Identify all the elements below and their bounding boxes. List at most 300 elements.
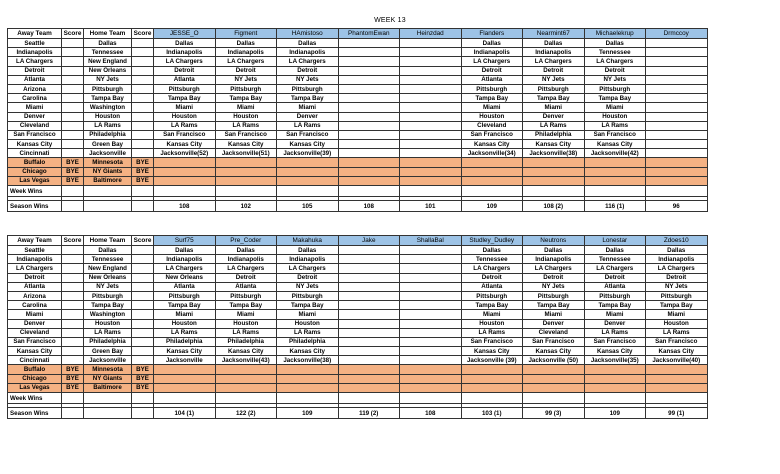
- pick-cell: LA Chargers: [523, 57, 585, 66]
- pick-cell: Tampa Bay: [277, 94, 339, 103]
- blank-cell: [132, 393, 154, 404]
- pick-cell: [338, 39, 400, 48]
- bye-blank: [215, 176, 277, 185]
- pick-cell: NY Jets: [277, 282, 339, 291]
- home-score: [132, 75, 154, 84]
- pick-cell: [338, 149, 400, 158]
- pick-cell: [338, 57, 400, 66]
- home-score: [132, 130, 154, 139]
- pick-cell: LA Chargers: [584, 264, 646, 273]
- bye-blank: [277, 365, 339, 374]
- pick-cell: LA Chargers: [154, 57, 216, 66]
- pick-cell: [400, 140, 462, 149]
- pick-cell: Detroit: [584, 273, 646, 282]
- pick-cell: Kansas City: [584, 347, 646, 356]
- pick-cell: Tampa Bay: [215, 301, 277, 310]
- pick-cell: [400, 356, 462, 365]
- pick-cell: Dallas: [523, 39, 585, 48]
- pick-cell: [338, 94, 400, 103]
- pick-cell: Kansas City: [154, 347, 216, 356]
- bye-blank: [215, 365, 277, 374]
- game-row: [8, 356, 708, 365]
- game-row: [8, 149, 708, 158]
- away-score: [62, 121, 84, 130]
- week-wins-cell: [277, 393, 339, 404]
- away-team: Carolina: [8, 301, 62, 310]
- bye-blank: [584, 158, 646, 167]
- pick-cell: Indianapolis: [646, 255, 708, 264]
- home-score: [132, 301, 154, 310]
- season-wins-value: 116 (1): [584, 201, 646, 212]
- bye-home-score: BYE: [132, 383, 154, 392]
- week-wins-cell: [154, 186, 216, 197]
- away-score: [62, 130, 84, 139]
- pick-cell: [338, 246, 400, 255]
- game-row: [8, 112, 708, 121]
- bye-blank: [400, 167, 462, 176]
- home-score: [132, 255, 154, 264]
- pick-cell: Philadelphia: [154, 337, 216, 346]
- pick-cell: [646, 121, 708, 130]
- home-score: [132, 140, 154, 149]
- pick-cell: Atlanta: [215, 282, 277, 291]
- away-team: Indianapolis: [8, 255, 62, 264]
- pick-cell: [400, 347, 462, 356]
- pick-cell: [400, 301, 462, 310]
- bye-blank: [523, 374, 585, 383]
- blank-cell: [62, 186, 84, 197]
- pick-cell: Detroit: [523, 273, 585, 282]
- bye-home-team: NY Giants: [84, 167, 132, 176]
- home-team: LA Rams: [84, 121, 132, 130]
- pick-cell: Philadelphia: [277, 337, 339, 346]
- pick-cell: Pittsburgh: [584, 291, 646, 300]
- game-row: [8, 75, 708, 84]
- pick-cell: LA Rams: [215, 121, 277, 130]
- player-name: Neutrons: [523, 236, 585, 246]
- blank-cell: [132, 186, 154, 197]
- pick-cell: San Francisco: [461, 337, 523, 346]
- pick-cell: Kansas City: [523, 347, 585, 356]
- pick-cell: Jacksonville(40): [646, 356, 708, 365]
- pick-cell: LA Rams: [584, 121, 646, 130]
- home-team: Tampa Bay: [84, 301, 132, 310]
- away-team: Miami: [8, 310, 62, 319]
- home-team: LA Rams: [84, 328, 132, 337]
- pick-cell: Atlanta: [461, 75, 523, 84]
- away-score: [62, 310, 84, 319]
- bye-away-score: BYE: [62, 374, 84, 383]
- pick-cell: [338, 264, 400, 273]
- pick-cell: LA Chargers: [523, 264, 585, 273]
- away-score: [62, 48, 84, 57]
- away-team: Indianapolis: [8, 48, 62, 57]
- pick-cell: Indianapolis: [215, 48, 277, 57]
- pick-cell: LA Rams: [215, 328, 277, 337]
- bye-blank: [154, 383, 216, 392]
- bye-row: [8, 383, 708, 392]
- game-row: [8, 310, 708, 319]
- bye-blank: [338, 365, 400, 374]
- season-wins-value: 99 (1): [646, 408, 708, 419]
- home-team: NY Jets: [84, 75, 132, 84]
- pick-cell: Houston: [215, 319, 277, 328]
- season-wins-value: 109: [277, 408, 339, 419]
- home-team: Tampa Bay: [84, 94, 132, 103]
- season-wins-value: 96: [646, 201, 708, 212]
- pick-cell: Houston: [646, 319, 708, 328]
- away-score: [62, 291, 84, 300]
- pick-cell: [400, 66, 462, 75]
- pick-cell: Jacksonville: [154, 356, 216, 365]
- pick-cell: Jacksonville(51): [215, 149, 277, 158]
- game-row: [8, 246, 708, 255]
- pick-cell: Kansas City: [277, 347, 339, 356]
- pick-cell: NY Jets: [584, 75, 646, 84]
- away-team: Cincinnati: [8, 356, 62, 365]
- game-row: [8, 39, 708, 48]
- pick-cell: [338, 75, 400, 84]
- player-name: Makahuka: [277, 236, 339, 246]
- pick-cell: San Francisco: [646, 337, 708, 346]
- bye-blank: [215, 374, 277, 383]
- pick-cell: Tampa Bay: [523, 94, 585, 103]
- bye-blank: [277, 158, 339, 167]
- bye-blank: [523, 176, 585, 185]
- home-score: [132, 103, 154, 112]
- home-team: Houston: [84, 112, 132, 121]
- home-team: New England: [84, 264, 132, 273]
- pick-cell: Miami: [523, 310, 585, 319]
- pick-cell: [338, 319, 400, 328]
- pick-cell: LA Rams: [154, 121, 216, 130]
- pick-cell: Tampa Bay: [461, 301, 523, 310]
- away-team: Detroit: [8, 273, 62, 282]
- week-wins-cell: [338, 186, 400, 197]
- home-team: Green Bay: [84, 140, 132, 149]
- pick-cell: [646, 94, 708, 103]
- pick-cell: [338, 337, 400, 346]
- pick-cell: [400, 130, 462, 139]
- pick-cell: [646, 103, 708, 112]
- pick-cell: Denver: [277, 112, 339, 121]
- pick-cell: Kansas City: [215, 347, 277, 356]
- pick-cell: Jacksonville (50): [523, 356, 585, 365]
- pick-cell: Cleveland: [461, 121, 523, 130]
- away-team: Carolina: [8, 94, 62, 103]
- pick-cell: Miami: [215, 310, 277, 319]
- pick-cell: San Francisco: [461, 130, 523, 139]
- pick-cell: [338, 328, 400, 337]
- home-score: [132, 112, 154, 121]
- away-team: Arizona: [8, 291, 62, 300]
- pick-cell: Tennessee: [584, 48, 646, 57]
- pick-cell: LA Rams: [277, 121, 339, 130]
- home-team: Jacksonville: [84, 149, 132, 158]
- pick-cell: [646, 66, 708, 75]
- bye-blank: [646, 374, 708, 383]
- away-score: [62, 319, 84, 328]
- week-wins-cell: [646, 393, 708, 404]
- pick-cell: Pittsburgh: [277, 84, 339, 93]
- pick-cell: Houston: [461, 319, 523, 328]
- blank-cell: [132, 201, 154, 212]
- home-team: New Orleans: [84, 273, 132, 282]
- pick-cell: Miami: [461, 103, 523, 112]
- pick-cell: [400, 328, 462, 337]
- season-wins-value: 108 (2): [523, 201, 585, 212]
- player-name: PhantomEwan: [338, 29, 400, 39]
- season-wins-value: 108: [338, 201, 400, 212]
- pick-cell: Atlanta: [461, 282, 523, 291]
- bye-away-team: Buffalo: [8, 158, 62, 167]
- pick-cell: Denver: [523, 319, 585, 328]
- bye-blank: [461, 158, 523, 167]
- away-team: Cleveland: [8, 121, 62, 130]
- pick-cell: Kansas City: [277, 140, 339, 149]
- pick-cell: Miami: [154, 103, 216, 112]
- pick-cell: [338, 310, 400, 319]
- bye-blank: [277, 383, 339, 392]
- home-team: Philadelphia: [84, 337, 132, 346]
- game-row: [8, 291, 708, 300]
- score-header: Score: [62, 29, 84, 39]
- pick-cell: Detroit: [154, 66, 216, 75]
- pick-cell: LA Chargers: [154, 264, 216, 273]
- game-row: [8, 273, 708, 282]
- away-team: Arizona: [8, 84, 62, 93]
- pick-cell: Miami: [646, 310, 708, 319]
- pick-cell: NY Jets: [646, 282, 708, 291]
- bye-row: [8, 167, 708, 176]
- pick-cell: [338, 291, 400, 300]
- pick-cell: [338, 347, 400, 356]
- pick-cell: Detroit: [277, 273, 339, 282]
- home-score: [132, 347, 154, 356]
- pick-cell: LA Chargers: [646, 264, 708, 273]
- bye-home-score: BYE: [132, 365, 154, 374]
- player-name: Zdoes10: [646, 236, 708, 246]
- bye-blank: [523, 365, 585, 374]
- pick-cell: Kansas City: [584, 140, 646, 149]
- bye-home-team: NY Giants: [84, 374, 132, 383]
- home-team: Tennessee: [84, 255, 132, 264]
- pick-cell: LA Chargers: [215, 264, 277, 273]
- pick-cell: [646, 140, 708, 149]
- away-team: Cleveland: [8, 328, 62, 337]
- player-name: Flanders: [461, 29, 523, 39]
- pick-cell: Tampa Bay: [523, 301, 585, 310]
- bye-home-score: BYE: [132, 176, 154, 185]
- bye-away-team: Las Vegas: [8, 383, 62, 392]
- pick-cell: [400, 57, 462, 66]
- blank-cell: [84, 201, 132, 212]
- home-team: Philadelphia: [84, 130, 132, 139]
- pick-cell: Dallas: [584, 39, 646, 48]
- pick-cell: Jacksonville(39): [277, 149, 339, 158]
- away-team: Cincinnati: [8, 149, 62, 158]
- player-name: Figment: [215, 29, 277, 39]
- pick-cell: Miami: [215, 103, 277, 112]
- away-score: [62, 84, 84, 93]
- pick-cell: [400, 337, 462, 346]
- home-score: [132, 337, 154, 346]
- bye-blank: [584, 374, 646, 383]
- pick-cell: [400, 121, 462, 130]
- bye-home-team: Minnesota: [84, 158, 132, 167]
- pick-cell: [400, 291, 462, 300]
- pick-cell: Detroit: [646, 273, 708, 282]
- season-wins-label: Season Wins: [8, 201, 62, 212]
- pick-cell: [338, 301, 400, 310]
- away-team: Miami: [8, 103, 62, 112]
- away-score: [62, 282, 84, 291]
- bye-blank: [154, 167, 216, 176]
- pick-cell: Jacksonville (39): [461, 356, 523, 365]
- pick-cell: [338, 273, 400, 282]
- pick-cell: San Francisco: [523, 337, 585, 346]
- score-header: Score: [132, 29, 154, 39]
- pick-cell: Houston: [584, 112, 646, 121]
- bye-blank: [646, 176, 708, 185]
- pick-cell: Kansas City: [461, 140, 523, 149]
- pick-cell: Tampa Bay: [215, 94, 277, 103]
- week-wins-cell: [523, 393, 585, 404]
- bye-blank: [338, 158, 400, 167]
- player-name: Michaelekrup: [584, 29, 646, 39]
- pick-cell: Dallas: [154, 39, 216, 48]
- home-score: [132, 310, 154, 319]
- game-row: [8, 84, 708, 93]
- bye-blank: [646, 167, 708, 176]
- bye-blank: [646, 158, 708, 167]
- pick-cell: Philadelphia: [523, 130, 585, 139]
- player-name: Lonestar: [584, 236, 646, 246]
- player-name: Nearmint67: [523, 29, 585, 39]
- game-row: [8, 337, 708, 346]
- pick-cell: Tampa Bay: [584, 94, 646, 103]
- game-row: [8, 301, 708, 310]
- bye-blank: [461, 167, 523, 176]
- player-name: Heinzdad: [400, 29, 462, 39]
- pick-cell: NY Jets: [277, 75, 339, 84]
- pick-cell: LA Chargers: [584, 57, 646, 66]
- bye-row: [8, 158, 708, 167]
- bye-blank: [400, 158, 462, 167]
- pick-cell: Detroit: [584, 66, 646, 75]
- season-wins-label: Season Wins: [8, 408, 62, 419]
- away-team: Seattle: [8, 246, 62, 255]
- away-team: Denver: [8, 319, 62, 328]
- away-score: [62, 356, 84, 365]
- pick-cell: Tampa Bay: [584, 301, 646, 310]
- pick-cell: San Francisco: [215, 130, 277, 139]
- away-score: [62, 140, 84, 149]
- pick-cell: Pittsburgh: [215, 84, 277, 93]
- pick-cell: Pittsburgh: [461, 84, 523, 93]
- game-row: [8, 57, 708, 66]
- season-wins-value: 119 (2): [338, 408, 400, 419]
- pick-cell: Tampa Bay: [154, 301, 216, 310]
- pick-cell: Pittsburgh: [154, 291, 216, 300]
- pick-cell: Tampa Bay: [277, 301, 339, 310]
- season-wins-value: 99 (3): [523, 408, 585, 419]
- pick-cell: [338, 356, 400, 365]
- pick-cell: Indianapolis: [277, 48, 339, 57]
- pick-cell: [646, 39, 708, 48]
- pick-cell: Denver: [584, 319, 646, 328]
- pick-cell: Miami: [523, 103, 585, 112]
- pick-cell: Jacksonville(35): [584, 356, 646, 365]
- pick-cell: LA Chargers: [461, 264, 523, 273]
- home-score: [132, 94, 154, 103]
- pick-cell: NY Jets: [523, 75, 585, 84]
- away-team: Kansas City: [8, 140, 62, 149]
- pick-cell: Indianapolis: [523, 48, 585, 57]
- home-team: Green Bay: [84, 347, 132, 356]
- away-score: [62, 94, 84, 103]
- player-name: Drmccoy: [646, 29, 708, 39]
- bye-blank: [338, 383, 400, 392]
- game-row: [8, 48, 708, 57]
- home-team: Dallas: [84, 39, 132, 48]
- blank-cell: [84, 393, 132, 404]
- pick-cell: [400, 94, 462, 103]
- pick-cell: Tampa Bay: [154, 94, 216, 103]
- away-team: Detroit: [8, 66, 62, 75]
- away-team: Kansas City: [8, 347, 62, 356]
- away-score: [62, 328, 84, 337]
- blank-cell: [84, 408, 132, 419]
- game-row: [8, 94, 708, 103]
- home-team: Tennessee: [84, 48, 132, 57]
- pick-cell: Jacksonville(52): [154, 149, 216, 158]
- pick-cell: San Francisco: [277, 130, 339, 139]
- pick-cell: San Francisco: [584, 337, 646, 346]
- week-wins-cell: [523, 186, 585, 197]
- blank-cell: [84, 186, 132, 197]
- away-score: [62, 39, 84, 48]
- pick-cell: [400, 149, 462, 158]
- game-row: [8, 66, 708, 75]
- bye-blank: [584, 365, 646, 374]
- pick-cell: Jacksonville(34): [461, 149, 523, 158]
- pick-cell: Houston: [215, 112, 277, 121]
- away-team: San Francisco: [8, 130, 62, 139]
- pick-cell: Denver: [523, 112, 585, 121]
- game-row: [8, 121, 708, 130]
- pick-cell: Dallas: [584, 246, 646, 255]
- pick-cell: [646, 149, 708, 158]
- pick-cell: [400, 246, 462, 255]
- bye-away-team: Buffalo: [8, 365, 62, 374]
- pick-cell: Houston: [277, 319, 339, 328]
- pick-cell: NY Jets: [215, 75, 277, 84]
- bye-home-team: Baltimore: [84, 383, 132, 392]
- away-score: [62, 57, 84, 66]
- pick-cell: Dallas: [154, 246, 216, 255]
- season-wins-value: 108: [154, 201, 216, 212]
- home-team: NY Jets: [84, 282, 132, 291]
- away-team: San Francisco: [8, 337, 62, 346]
- page-title: WEEK 13: [374, 17, 406, 24]
- pick-cell: LA Chargers: [215, 57, 277, 66]
- pick-cell: [646, 84, 708, 93]
- game-row: [8, 328, 708, 337]
- week-wins-label: Week Wins: [8, 393, 62, 404]
- home-team-header: Home Team: [84, 29, 132, 39]
- pick-cell: Dallas: [215, 39, 277, 48]
